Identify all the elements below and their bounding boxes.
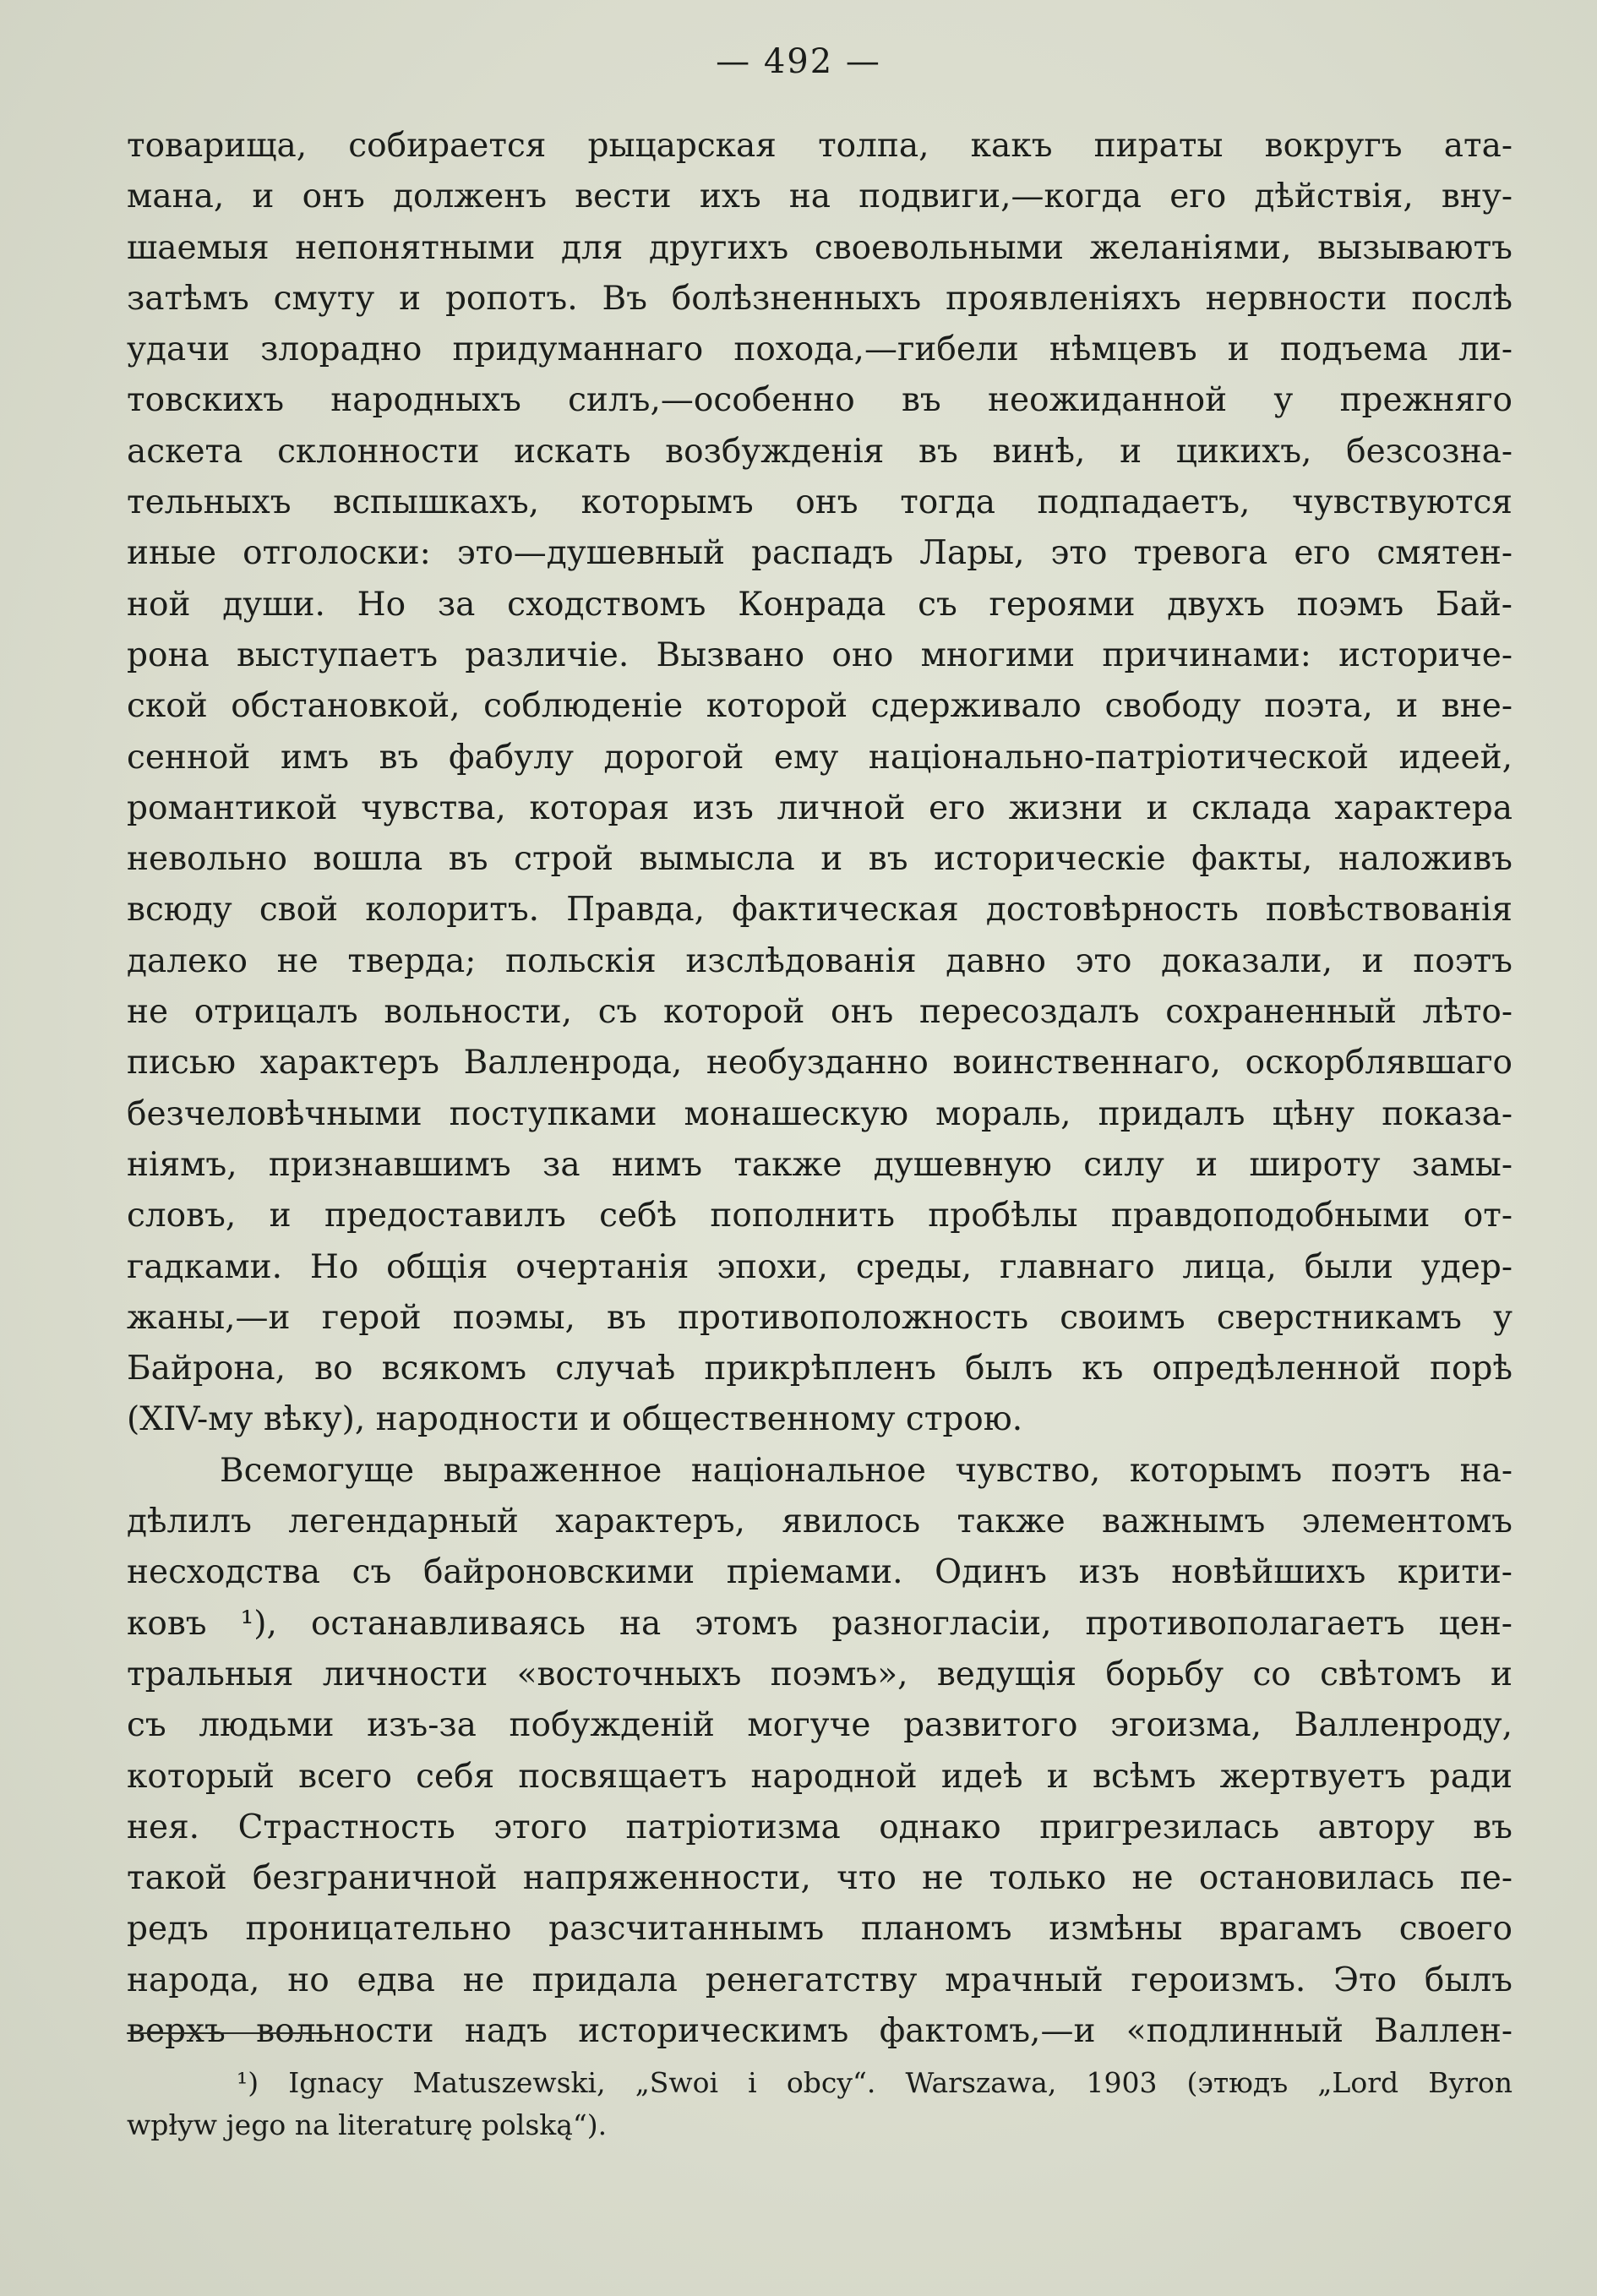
text-line: ной души. Но за сходствомъ Конрада съ героями двухъ поэмъ Бай- [127, 585, 1513, 624]
text-line: безчеловѣчными поступками монашескую мораль, придалъ цѣну показа- [127, 1094, 1513, 1133]
footnotes [127, 2062, 1513, 2146]
text-line: сенной имъ въ фабулу дорогой ему національно-патріотической идеей, [127, 738, 1513, 777]
text-line: словъ, и предоставилъ себѣ пополнить пробѣлы правдоподобными от- [127, 1197, 1513, 1235]
text-line: мана, и онъ долженъ вести ихъ на подвиги,—когда его дѣйствія, вну- [127, 177, 1513, 216]
footnote-line: wpływ jego na literaturę polską“). [127, 2108, 608, 2141]
text-line: Байрона, во всякомъ случаѣ прикрѣпленъ былъ къ опредѣленной порѣ [127, 1350, 1513, 1388]
text-line: съ людьми изъ-за побужденій могуче развитого эгоизма, Валленроду, [127, 1706, 1513, 1745]
text-line: ніямъ, признавшимъ за нимъ также душевную силу и широту замы- [127, 1145, 1513, 1184]
text-line: затѣмъ смуту и ропотъ. Въ болѣзненныхъ проявленіяхъ нервности послѣ [127, 279, 1513, 318]
text-line: аскета склонности искать возбужденія въ винѣ, и цикихъ, безсозна- [127, 432, 1513, 471]
text-line: товарища, собирается рыцарская толпа, какъ пираты вокругъ ата- [127, 127, 1513, 165]
text-line: верхъ вольности надъ историческимъ фактомъ,—и «подлинный Валлен- [127, 2011, 1513, 2050]
text-line: романтикой чувства, которая изъ личной его жизни и склада характера [127, 788, 1513, 827]
text-line: невольно вошла въ строй вымысла и въ историческіе факты, наложивъ [127, 840, 1513, 879]
text-line: ской обстановкой, соблюденіе которой сдерживало свободу поэта, и вне- [127, 687, 1513, 726]
text-line: гадками. Но общія очертанія эпохи, среды, главнаго лица, были удер- [127, 1247, 1513, 1286]
text-line: шаемыя непонятными для другихъ своевольными желаніями, вызываютъ [127, 228, 1513, 267]
text-line: который всего себя посвящаетъ народной идеѣ и всѣмъ жертвуетъ ради [127, 1757, 1513, 1796]
footnote-divider [127, 2032, 330, 2034]
text-line: (XIV-му вѣку), народности и общественному строю. [127, 1400, 1023, 1439]
text-line: дѣлилъ легендарный характеръ, явилось также важнымъ элементомъ [127, 1502, 1513, 1541]
text-line: не отрицалъ вольности, съ которой онъ пересоздалъ сохраненный лѣто- [127, 993, 1513, 1032]
text-line: Всемогуще выраженное національное чувство, которымъ поэтъ на- [220, 1451, 1513, 1490]
text-line: товскихъ народныхъ силъ,—особенно въ неожиданной у прежняго [127, 381, 1513, 420]
text-line: писью характеръ Валленрода, необузданно воинственнаго, оскорблявшаго [127, 1044, 1513, 1083]
text-line: ковъ ¹), останавливаясь на этомъ разногласіи, противополагаетъ цен- [127, 1604, 1513, 1643]
text-line: народа, но едва не придала ренегатству мрачный героизмъ. Это былъ [127, 1961, 1513, 1999]
text-line: нея. Страстность этого патріотизма однако пригрезилась автору въ [127, 1808, 1513, 1846]
page-number: — 492 — [716, 42, 881, 81]
text-line: удачи злорадно придуманнаго похода,—гибели нѣмцевъ и подъема ли- [127, 330, 1513, 369]
text-line: иные отголоски: это—душевный распадъ Лары, это тревога его смятен- [127, 534, 1513, 573]
body-text [127, 121, 1513, 2057]
text-line: всюду свой колоритъ. Правда, фактическая достовѣрность повѣствованія [127, 891, 1513, 930]
text-line: несходства съ байроновскими пріемами. Одинъ изъ новѣйшихъ крити- [127, 1553, 1513, 1592]
footnote-line: ¹) Ignacy Matuszewski, „Swoi i obcy“. Warszawa, 1903 (этюдъ „Lord Byron [237, 2066, 1513, 2099]
text-line: тельныхъ вспышкахъ, которымъ онъ тогда подпадаетъ, чувствуются [127, 483, 1513, 522]
text-line: рона выступаетъ различіе. Вызвано оно многими причинами: историче- [127, 635, 1513, 674]
text-line: далеко не тверда; польскія изслѣдованія давно это доказали, и поэтъ [127, 941, 1513, 980]
text-line: редъ проницательно разсчитаннымъ планомъ измѣны врагамъ своего [127, 1910, 1513, 1949]
text-line: жаны,—и герой поэмы, въ противоположность своимъ сверстникамъ у [127, 1298, 1513, 1337]
text-line: такой безграничной напряженности, что не только не остановилась пе- [127, 1859, 1513, 1898]
text-line: тральныя личности «восточныхъ поэмъ», ведущія борьбу со свѣтомъ и [127, 1655, 1513, 1693]
